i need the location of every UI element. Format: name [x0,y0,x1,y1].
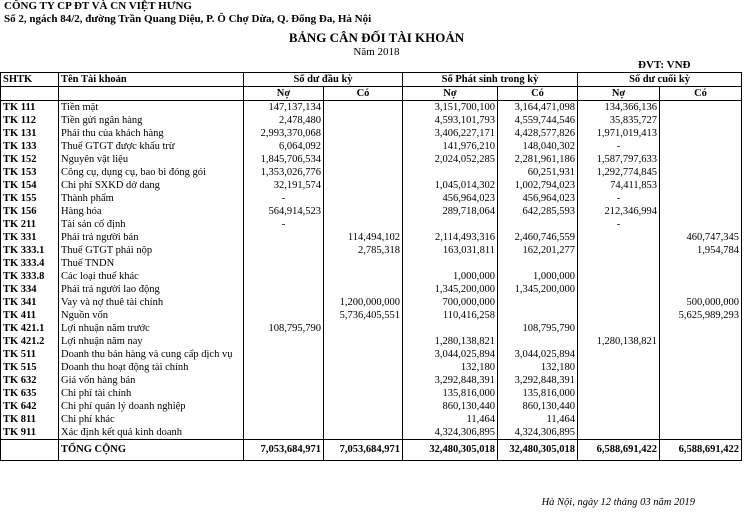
account-code: TK 341 [1,296,59,309]
opening-debit [244,257,324,270]
opening-debit [244,361,324,374]
header-opening-balance: Số dư đầu kỳ [244,73,403,87]
opening-credit [324,400,403,413]
movement-credit: 4,559,744,546 [498,114,578,127]
opening-debit [244,270,324,283]
closing-debit [578,270,660,283]
account-name: Doanh thu bán hàng và cung cấp dịch vụ [59,348,244,361]
closing-debit: 1,292,774,845 [578,166,660,179]
account-code: TK 155 [1,192,59,205]
closing-credit [660,361,742,374]
closing-debit [578,374,660,387]
account-name: Phải thu của khách hàng [59,127,244,140]
closing-debit [578,309,660,322]
movement-debit: 2,024,052,285 [403,153,498,166]
closing-debit: 74,411,853 [578,179,660,192]
movement-credit: 642,285,593 [498,205,578,218]
movement-credit: 11,464 [498,413,578,426]
header-opening-credit: Có [324,87,403,101]
closing-credit [660,374,742,387]
header-closing-balance: Số dư cuối kỳ [578,73,742,87]
closing-debit [578,400,660,413]
account-code: TK 131 [1,127,59,140]
header-account-code: SHTK [1,73,59,87]
opening-debit [244,387,324,400]
table-row [1,309,742,322]
opening-credit [324,426,403,440]
account-code: TK 154 [1,179,59,192]
closing-credit [660,257,742,270]
closing-debit: 35,835,727 [578,114,660,127]
account-name: Tiền mặt [59,101,244,115]
movement-debit: 163,031,811 [403,244,498,257]
opening-debit [244,309,324,322]
opening-credit [324,114,403,127]
account-name: Thuế GTGT được khấu trừ [59,140,244,153]
opening-credit [324,140,403,153]
movement-debit: 3,292,848,391 [403,374,498,387]
total-opening-debit: 7,053,684,971 [244,440,324,461]
table-row [1,153,742,166]
account-code: TK 152 [1,153,59,166]
opening-debit [244,231,324,244]
account-code: TK 411 [1,309,59,322]
account-code: TK 511 [1,348,59,361]
closing-credit [660,101,742,115]
table-row [1,348,742,361]
table-row [1,400,742,413]
opening-credit [324,257,403,270]
account-code: TK 153 [1,166,59,179]
table-row [1,192,742,205]
opening-debit [244,335,324,348]
opening-credit [324,127,403,140]
account-code: TK 156 [1,205,59,218]
table-row [1,387,742,400]
opening-debit [244,283,324,296]
header-blank [59,87,244,101]
opening-debit: 1,353,026,776 [244,166,324,179]
opening-credit [324,322,403,335]
table-row [1,140,742,153]
closing-credit [660,153,742,166]
account-name: Nguyên vật liệu [59,153,244,166]
movement-credit: 2,460,746,559 [498,231,578,244]
report-year: Năm 2018 [353,46,400,58]
account-code: TK 111 [1,101,59,115]
account-name: Nguồn vốn [59,309,244,322]
header-movement-debit: Nợ [403,87,498,101]
movement-credit [498,296,578,309]
closing-debit [578,283,660,296]
table-row [1,270,742,283]
movement-debit: 1,345,200,000 [403,283,498,296]
movement-credit [498,218,578,231]
account-name: Thành phẩm [59,192,244,205]
total-movement-credit: 32,480,305,018 [498,440,578,461]
account-code: TK 331 [1,231,59,244]
table-row [1,231,742,244]
movement-credit: 1,345,200,000 [498,283,578,296]
opening-debit: - [244,192,324,205]
account-name: Vay và nợ thuê tài chính [59,296,244,309]
movement-credit: 4,428,577,826 [498,127,578,140]
header-closing-credit: Có [660,87,742,101]
opening-credit [324,335,403,348]
closing-credit: 5,625,989,293 [660,309,742,322]
movement-credit: 860,130,440 [498,400,578,413]
table-row [1,413,742,426]
closing-credit [660,283,742,296]
movement-credit: 3,044,025,894 [498,348,578,361]
header-opening-debit: Nợ [244,87,324,101]
closing-credit [660,127,742,140]
opening-credit [324,101,403,115]
movement-debit: 110,416,258 [403,309,498,322]
movement-credit [498,309,578,322]
table-row [1,205,742,218]
movement-debit: 289,718,064 [403,205,498,218]
opening-credit [324,218,403,231]
table-row [1,426,742,440]
table-row [1,361,742,374]
closing-debit: 1,587,797,633 [578,153,660,166]
movement-debit: 11,464 [403,413,498,426]
table-row [1,179,742,192]
movement-debit: 2,114,493,316 [403,231,498,244]
account-name: Giá vốn hàng bán [59,374,244,387]
header-blank [1,87,59,101]
opening-debit [244,348,324,361]
opening-credit: 1,200,000,000 [324,296,403,309]
movement-credit: 1,002,794,023 [498,179,578,192]
total-opening-credit: 7,053,684,971 [324,440,403,461]
account-name: Doanh thu hoạt động tài chính [59,361,244,374]
opening-credit [324,387,403,400]
account-name: Xác định kết quả kinh doanh [59,426,244,440]
closing-credit [660,387,742,400]
movement-debit: 4,593,101,793 [403,114,498,127]
table-row [1,283,742,296]
closing-debit [578,322,660,335]
movement-debit: 132,180 [403,361,498,374]
closing-debit: - [578,192,660,205]
closing-debit: 212,346,994 [578,205,660,218]
opening-credit [324,270,403,283]
opening-debit [244,296,324,309]
account-name: Tiền gửi ngân hàng [59,114,244,127]
account-code: TK 632 [1,374,59,387]
table-row [1,335,742,348]
opening-debit: 147,137,134 [244,101,324,115]
movement-debit: 1,045,014,302 [403,179,498,192]
movement-credit: 132,180 [498,361,578,374]
account-name: Lợi nhuận năm nay [59,335,244,348]
account-name: Các loại thuế khác [59,270,244,283]
total-label: TỔNG CỘNG [59,440,244,461]
account-code: TK 333.1 [1,244,59,257]
closing-debit [578,244,660,257]
opening-credit [324,179,403,192]
opening-debit [244,426,324,440]
movement-debit [403,218,498,231]
account-code: TK 133 [1,140,59,153]
opening-credit [324,283,403,296]
opening-credit [324,374,403,387]
header-closing-debit: Nợ [578,87,660,101]
opening-credit [324,166,403,179]
closing-credit [660,166,742,179]
closing-debit [578,348,660,361]
signature-date: Hà Nội, ngày 12 tháng 03 năm 2019 [541,497,695,508]
closing-credit: 1,954,784 [660,244,742,257]
account-code: TK 211 [1,218,59,231]
movement-credit: 162,201,277 [498,244,578,257]
opening-credit: 2,785,318 [324,244,403,257]
closing-credit [660,400,742,413]
movement-credit: 3,292,848,391 [498,374,578,387]
movement-credit: 3,164,471,098 [498,101,578,115]
movement-credit: 135,816,000 [498,387,578,400]
opening-debit [244,244,324,257]
closing-credit [660,335,742,348]
header-period-movement: Số Phát sinh trong kỳ [403,73,578,87]
account-name: Thuế TNDN [59,257,244,270]
table-row [1,127,742,140]
movement-debit: 3,044,025,894 [403,348,498,361]
table-row [1,166,742,179]
opening-credit [324,205,403,218]
account-name: Chi phí khác [59,413,244,426]
closing-credit [660,426,742,440]
closing-credit [660,192,742,205]
movement-debit [403,166,498,179]
closing-debit [578,231,660,244]
account-code: TK 642 [1,400,59,413]
table-row [1,218,742,231]
opening-debit [244,400,324,413]
account-name: Thuế GTGT phải nộp [59,244,244,257]
total-closing-credit: 6,588,691,422 [660,440,742,461]
header-movement-credit: Có [498,87,578,101]
opening-debit: 32,191,574 [244,179,324,192]
closing-credit [660,322,742,335]
account-code: TK 333.8 [1,270,59,283]
report-title: BẢNG CÂN ĐỐI TÀI KHOẢN [288,30,465,45]
closing-debit [578,361,660,374]
opening-debit: 108,795,790 [244,322,324,335]
closing-credit [660,413,742,426]
total-code [1,440,59,461]
table-row [1,296,742,309]
trial-balance-table [0,72,742,461]
account-name: Hàng hóa [59,205,244,218]
account-name: Lợi nhuận năm trước [59,322,244,335]
total-movement-debit: 32,480,305,018 [403,440,498,461]
closing-debit [578,426,660,440]
account-code: TK 811 [1,413,59,426]
opening-credit [324,192,403,205]
account-code: TK 635 [1,387,59,400]
account-code: TK 421.1 [1,322,59,335]
opening-credit: 114,494,102 [324,231,403,244]
total-row [1,440,742,461]
account-name: Chi phí quản lý doanh nghiệp [59,400,244,413]
header-account-name: Tên Tài khoản [59,73,244,87]
closing-debit: 134,366,136 [578,101,660,115]
movement-credit: 2,281,961,186 [498,153,578,166]
account-code: TK 911 [1,426,59,440]
closing-credit [660,348,742,361]
movement-debit: 141,976,210 [403,140,498,153]
opening-debit: 2,993,370,068 [244,127,324,140]
table-row [1,322,742,335]
total-closing-debit: 6,588,691,422 [578,440,660,461]
movement-debit [403,322,498,335]
movement-credit: 456,964,023 [498,192,578,205]
closing-credit [660,114,742,127]
account-code: TK 421.2 [1,335,59,348]
account-name: Chi phí SXKD dở dang [59,179,244,192]
account-name: Phải trả người lao động [59,283,244,296]
account-name: Phải trả người bán [59,231,244,244]
opening-debit: 564,914,523 [244,205,324,218]
movement-credit: 4,324,306,895 [498,426,578,440]
movement-credit: 60,251,931 [498,166,578,179]
closing-credit [660,218,742,231]
account-name: Công cụ, dụng cụ, bao bì đóng gói [59,166,244,179]
closing-credit [660,270,742,283]
opening-debit [244,413,324,426]
movement-credit [498,257,578,270]
closing-debit [578,257,660,270]
closing-debit: 1,280,138,821 [578,335,660,348]
closing-credit [660,205,742,218]
opening-credit: 5,736,405,551 [324,309,403,322]
closing-credit [660,179,742,192]
closing-credit: 500,000,000 [660,296,742,309]
account-name: Chi phí tài chính [59,387,244,400]
movement-debit: 3,151,700,100 [403,101,498,115]
company-address: Số 2, ngách 84/2, đường Trần Quang Diệu, P. Ô Chợ Dừa, Q. Đống Đa, Hà Nội [4,13,372,25]
movement-debit: 135,816,000 [403,387,498,400]
currency-unit: ĐVT: VNĐ [638,59,691,71]
opening-credit [324,361,403,374]
closing-debit [578,387,660,400]
movement-credit: 1,000,000 [498,270,578,283]
opening-credit [324,348,403,361]
account-name: Tài sản cố định [59,218,244,231]
movement-credit: 148,040,302 [498,140,578,153]
closing-debit [578,296,660,309]
opening-debit: - [244,218,324,231]
movement-debit: 3,406,227,171 [403,127,498,140]
table-row [1,257,742,270]
closing-debit [578,413,660,426]
closing-credit [660,140,742,153]
account-code: TK 333.4 [1,257,59,270]
movement-credit: 108,795,790 [498,322,578,335]
movement-credit [498,335,578,348]
opening-debit [244,374,324,387]
table-row [1,374,742,387]
movement-debit: 4,324,306,895 [403,426,498,440]
company-name: CÔNG TY CP ĐT VÀ CN VIỆT HƯNG [4,0,192,12]
account-code: TK 334 [1,283,59,296]
movement-debit: 860,130,440 [403,400,498,413]
movement-debit: 1,280,138,821 [403,335,498,348]
account-code: TK 515 [1,361,59,374]
closing-debit: - [578,218,660,231]
movement-debit: 456,964,023 [403,192,498,205]
table-row [1,244,742,257]
opening-credit [324,413,403,426]
movement-debit [403,257,498,270]
table-row [1,101,742,115]
account-code: TK 112 [1,114,59,127]
closing-debit: 1,971,019,413 [578,127,660,140]
closing-debit: - [578,140,660,153]
table-row [1,114,742,127]
opening-debit: 6,064,092 [244,140,324,153]
opening-debit: 2,478,480 [244,114,324,127]
closing-credit: 460,747,345 [660,231,742,244]
movement-debit: 700,000,000 [403,296,498,309]
movement-debit: 1,000,000 [403,270,498,283]
opening-debit: 1,845,706,534 [244,153,324,166]
opening-credit [324,153,403,166]
